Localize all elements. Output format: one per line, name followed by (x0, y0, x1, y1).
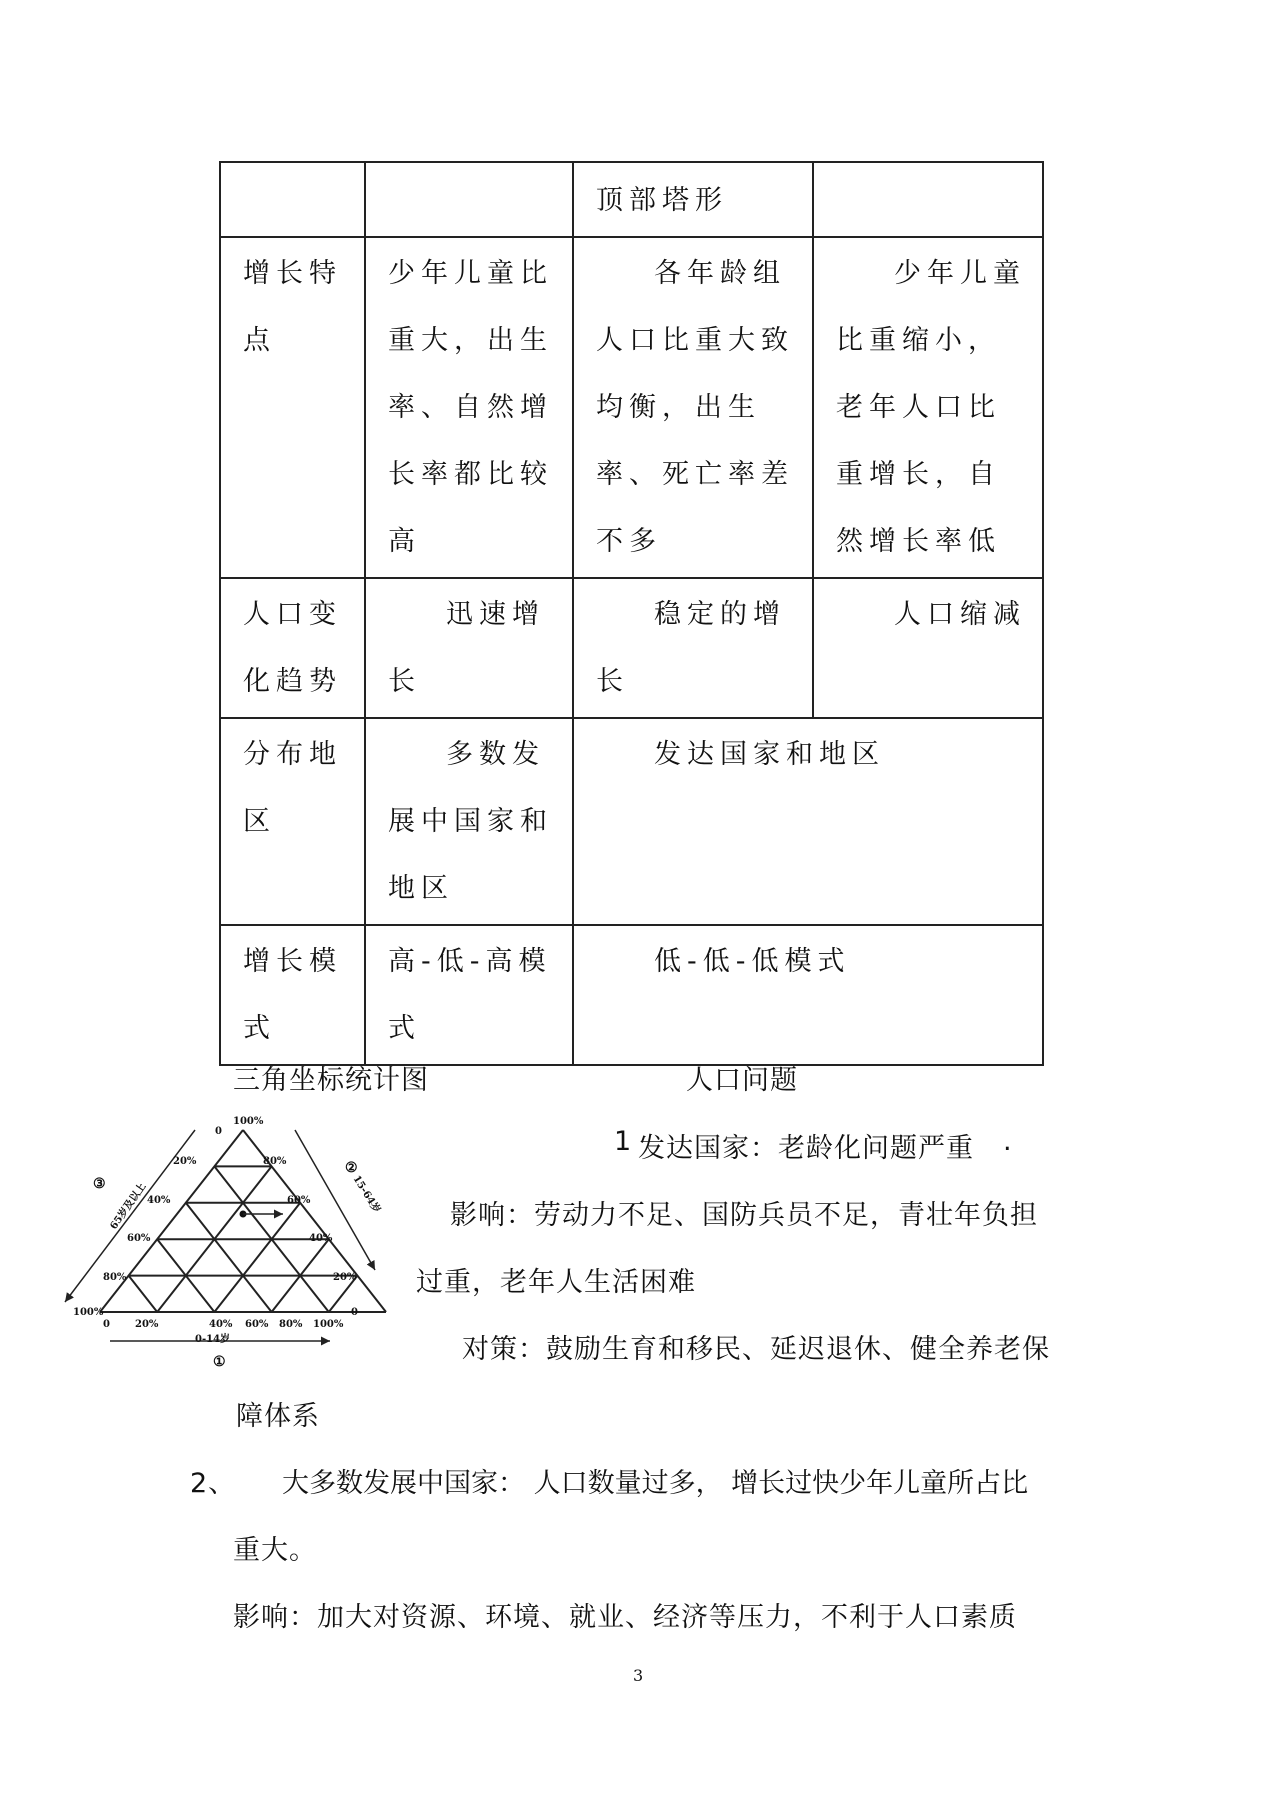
tick-bottom: 100% (313, 1319, 344, 1330)
table-cell: 多数发展中国家和地区 (365, 718, 573, 925)
p2-effect: 影响：加大对资源、环境、就业、经济等压力，不利于人口素质 (233, 1602, 1017, 1633)
row-label: 增长特点 (220, 237, 365, 578)
tick-right: 60% (287, 1195, 311, 1206)
row-label: 增长模式 (220, 925, 365, 1065)
section-heading: 人口问题 (686, 1065, 798, 1096)
grid-line (186, 1203, 272, 1312)
grid-line (129, 1276, 158, 1312)
table-cell: 稳定的增长 (573, 578, 813, 718)
tick-right: 0 (351, 1307, 358, 1318)
header-cell (813, 162, 1043, 237)
table-cell: 迅速增长 (365, 578, 573, 718)
p1-title: 发达国家：老龄化问题严重 (638, 1133, 974, 1164)
tick-bottom: 0 (103, 1319, 110, 1330)
tick-left: 40% (147, 1195, 171, 1206)
tick-right: 80% (263, 1156, 287, 1167)
table-cell: 各年龄组人口比重大致均衡，出生率、死亡率差不多 (573, 237, 813, 578)
row-label: 分布地区 (220, 718, 365, 925)
table-cell: 少年儿童比重大，出生率、自然增长率都比较高 (365, 237, 573, 578)
chart-heading: 三角坐标统计图 (233, 1065, 429, 1096)
header-cell (220, 162, 365, 237)
tick-right: 20% (333, 1272, 357, 1283)
tick-right: 40% (309, 1233, 333, 1244)
tick-left: 60% (127, 1233, 151, 1244)
table-row-distribution (220, 718, 1043, 925)
axis-label-left-num: ③ (93, 1176, 106, 1192)
tick-bottom: 80% (279, 1319, 303, 1330)
table-cell: 高-低-高模式 (365, 925, 573, 1065)
tick-bottom: 20% (135, 1319, 159, 1330)
p1-measure-line2: 障体系 (236, 1401, 320, 1432)
ternary-grid (100, 1130, 386, 1312)
p2-title-line2: 重大。 (233, 1535, 317, 1566)
p1-measure-line1: 对策：鼓励生育和移民、延迟退休、健全养老保 (462, 1334, 1050, 1365)
axis-label-right-num: ② (345, 1160, 358, 1176)
p1-effect-line1: 影响：劳动力不足、国防兵员不足，青壮年负担 (450, 1200, 1038, 1231)
axis-label-bottom-num: ① (213, 1354, 226, 1370)
tick-left: 100% (73, 1307, 104, 1318)
ternary-diagram (55, 1110, 415, 1375)
axis-label-right: 15-64岁 (350, 1173, 383, 1216)
table-row-growth-features (220, 237, 1043, 578)
table-cell: 少年儿童比重缩小，老年人口比重增长，自然增长率低 (813, 237, 1043, 578)
p1-dot: . (1003, 1126, 1013, 1157)
tick-bottom: 40% (209, 1319, 233, 1330)
p2-number: 2、 (190, 1468, 237, 1499)
tick-left: 80% (103, 1272, 127, 1283)
row-label: 人口变化趋势 (220, 578, 365, 718)
tick-top-100: 100% (233, 1116, 264, 1127)
tick-top-0: 0 (215, 1126, 222, 1137)
table-cell: 人口缩减 (813, 578, 1043, 718)
header-cell-top-tower: 顶部塔形 (573, 162, 813, 237)
p2-title-line1: 大多数发展中国家： 人口数量过多， 增长过快少年儿童所占比 (282, 1468, 1029, 1499)
axis-label-left: 65岁及以上 (108, 1181, 149, 1232)
population-pyramid-table (219, 161, 1044, 1066)
p1-effect-line2: 过重，老年人生活困难 (416, 1267, 696, 1298)
table-row-growth-mode (220, 925, 1043, 1065)
grid-line (214, 1203, 300, 1312)
tick-bottom: 60% (245, 1319, 269, 1330)
page-number: 3 (633, 1666, 644, 1685)
header-cell (365, 162, 573, 237)
tick-left: 20% (173, 1156, 197, 1167)
table-cell-merged: 发达国家和地区 (573, 718, 1043, 925)
p1-number: 1 (614, 1126, 633, 1157)
table-cell-merged: 低-低-低模式 (573, 925, 1043, 1065)
table-row-trend (220, 578, 1043, 718)
table-header-row (220, 162, 1043, 237)
axis-label-bottom: 0-14岁 (195, 1334, 231, 1345)
